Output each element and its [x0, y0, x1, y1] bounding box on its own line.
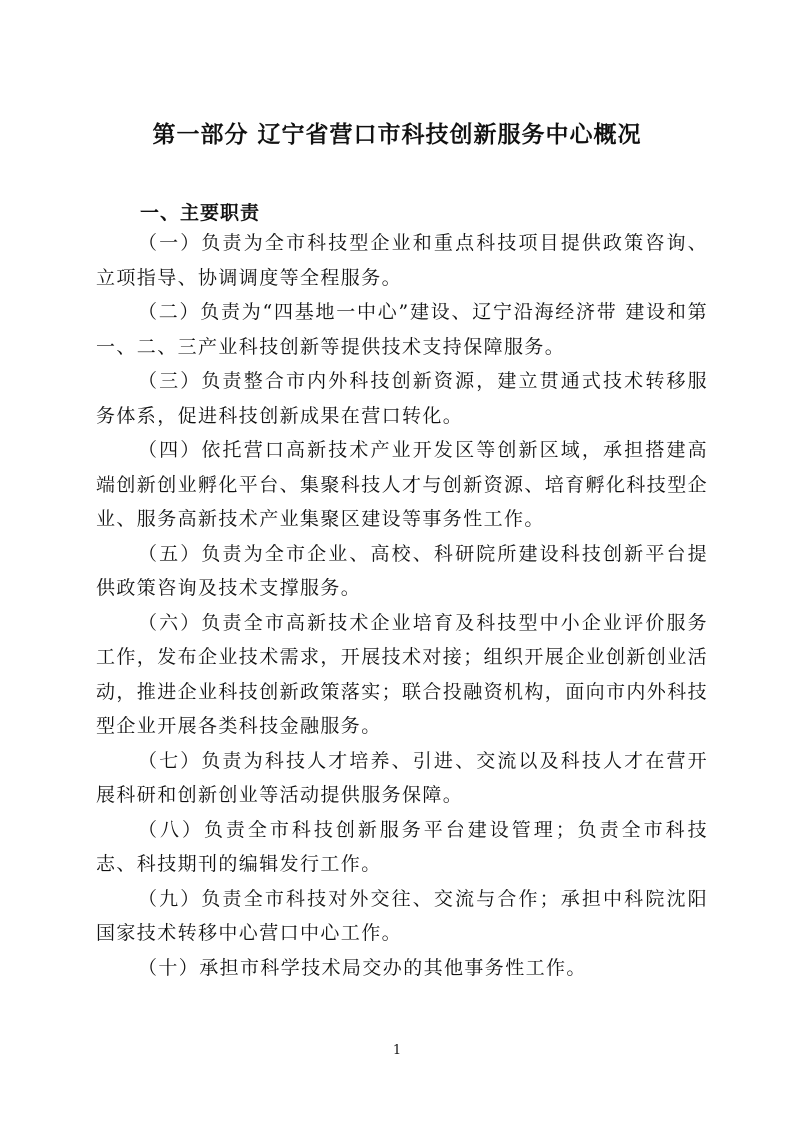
duty-item-1: （一）负责为全市科技型企业和重点科技项目提供政策咨询、立项指导、协调调度等全程服务。: [96, 232, 708, 289]
duty-item-3: （三）负责整合市内外科技创新资源，建立贯通式技术转移服务体系，促进科技创新成果在营口转化。: [96, 370, 708, 427]
duty-item-9: （九）负责全市科技对外交往、交流与合作；承担中科院沈阳国家技术转移中心营口中心工作。: [96, 887, 708, 944]
page-number: 1: [392, 1043, 402, 1058]
section-heading: 一、主要职责: [140, 202, 261, 224]
duty-item-10: （十）承担市科学技术局交办的其他事务性工作。: [138, 956, 587, 979]
duty-item-6: （六）负责全市高新技术企业培育及科技型中小企业评价服务工作，发布企业技术需求，开展技术对接；组织开展企业创新创业活动，推进企业科技创新政策落实；联合投融资机构，面向市内外科技型企业开展各类科技金融服务。: [96, 611, 709, 737]
document-title: 第一部分 辽宁省营口市科技创新服务中心概况: [152, 122, 642, 148]
duty-item-2: （二）负责为“四基地一中心”建设、辽宁沿海经济带 建设和第一、二、三产业科技创新等提供技术支持保障服务。: [96, 301, 708, 358]
duties-list: [96, 226, 708, 985]
duty-item-8: （八）负责全市科技创新服务平台建设管理；负责全市科技志、科技期刊的编辑发行工作。: [96, 818, 708, 875]
duty-item-4: （四）依托营口高新技术产业开发区等创新区域，承担搭建高端创新创业孵化平台、集聚科技人才与创新资源、培育孵化科技型企业、服务高新技术产业集聚区建设等事务性工作。: [96, 439, 709, 530]
duty-item-7: （七）负责为科技人才培养、引进、交流以及科技人才在营开展科研和创新创业等活动提供服务保障。: [96, 749, 708, 806]
duty-item-5: （五）负责为全市企业、高校、科研院所建设科技创新平台提供政策咨询及技术支撑服务。: [96, 542, 708, 599]
